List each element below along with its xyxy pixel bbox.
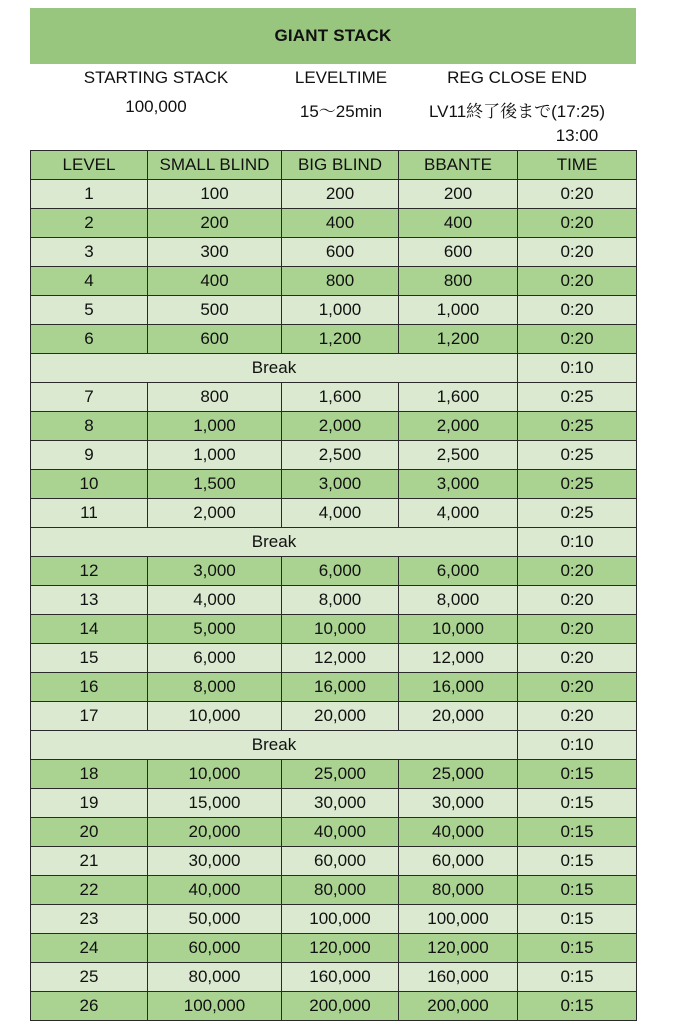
column-header-big-blind: BIG BLIND	[282, 151, 399, 180]
time-cell: 0:20	[518, 644, 637, 673]
table-row	[31, 847, 637, 876]
blind-structure-sheet	[30, 8, 636, 1021]
level-cell: 9	[31, 441, 148, 470]
time-cell: 0:25	[518, 441, 637, 470]
time-cell: 0:15	[518, 876, 637, 905]
table-row	[31, 760, 637, 789]
small-blind-cell: 3,000	[148, 557, 282, 586]
big-blind-cell: 40,000	[282, 818, 399, 847]
column-header-bbante: BBANTE	[399, 151, 518, 180]
tournament-title: GIANT STACK	[274, 26, 392, 45]
small-blind-cell: 20,000	[148, 818, 282, 847]
time-cell: 0:20	[518, 557, 637, 586]
small-blind-cell: 100	[148, 180, 282, 209]
level-cell: 23	[31, 905, 148, 934]
table-body	[31, 180, 637, 1021]
table-row	[31, 296, 637, 325]
bbante-cell: 4,000	[399, 499, 518, 528]
table-row	[31, 702, 637, 731]
small-blind-cell: 60,000	[148, 934, 282, 963]
break-time: 0:10	[518, 354, 637, 383]
big-blind-cell: 30,000	[282, 789, 399, 818]
table-row	[31, 586, 637, 615]
level-cell: 3	[31, 238, 148, 267]
big-blind-cell: 2,000	[282, 412, 399, 441]
small-blind-cell: 400	[148, 267, 282, 296]
column-header-level: LEVEL	[31, 151, 148, 180]
small-blind-cell: 800	[148, 383, 282, 412]
small-blind-cell: 8,000	[148, 673, 282, 702]
break-row	[31, 354, 637, 383]
reg-close-value: LV11終了後まで(17:25)	[428, 102, 606, 121]
table-row	[31, 615, 637, 644]
time-cell: 0:25	[518, 499, 637, 528]
time-cell: 0:20	[518, 180, 637, 209]
bbante-cell: 1,200	[399, 325, 518, 354]
table-row	[31, 383, 637, 412]
small-blind-cell: 1,000	[148, 441, 282, 470]
bbante-cell: 120,000	[399, 934, 518, 963]
level-cell: 17	[31, 702, 148, 731]
small-blind-cell: 100,000	[148, 992, 282, 1021]
bbante-cell: 80,000	[399, 876, 518, 905]
big-blind-cell: 20,000	[282, 702, 399, 731]
level-cell: 8	[31, 412, 148, 441]
small-blind-cell: 6,000	[148, 644, 282, 673]
blind-schedule-table	[30, 150, 637, 1021]
big-blind-cell: 1,600	[282, 383, 399, 412]
big-blind-cell: 6,000	[282, 557, 399, 586]
bbante-cell: 200	[399, 180, 518, 209]
big-blind-cell: 120,000	[282, 934, 399, 963]
small-blind-cell: 40,000	[148, 876, 282, 905]
small-blind-cell: 200	[148, 209, 282, 238]
level-cell: 18	[31, 760, 148, 789]
bbante-cell: 8,000	[399, 586, 518, 615]
level-cell: 20	[31, 818, 148, 847]
starting-stack-value: 100,000	[125, 97, 187, 116]
level-cell: 4	[31, 267, 148, 296]
time-cell: 0:20	[518, 267, 637, 296]
time-cell: 0:20	[518, 702, 637, 731]
big-blind-cell: 200	[282, 180, 399, 209]
table-row	[31, 238, 637, 267]
time-cell: 0:20	[518, 296, 637, 325]
time-cell: 0:20	[518, 209, 637, 238]
time-cell: 0:20	[518, 325, 637, 354]
time-cell: 0:20	[518, 673, 637, 702]
bbante-cell: 3,000	[399, 470, 518, 499]
time-cell: 0:15	[518, 760, 637, 789]
small-blind-cell: 50,000	[148, 905, 282, 934]
time-cell: 0:15	[518, 789, 637, 818]
time-cell: 0:20	[518, 586, 637, 615]
table-row	[31, 644, 637, 673]
level-cell: 15	[31, 644, 148, 673]
bbante-cell: 100,000	[399, 905, 518, 934]
time-cell: 0:15	[518, 992, 637, 1021]
leveltime-value: 15～25min	[299, 102, 383, 121]
table-row	[31, 992, 637, 1021]
bbante-cell: 600	[399, 238, 518, 267]
time-cell: 0:25	[518, 470, 637, 499]
table-row	[31, 789, 637, 818]
small-blind-cell: 4,000	[148, 586, 282, 615]
leveltime-label: LEVELTIME	[294, 68, 388, 87]
table-row	[31, 180, 637, 209]
big-blind-cell: 1,000	[282, 296, 399, 325]
small-blind-cell: 30,000	[148, 847, 282, 876]
big-blind-cell: 3,000	[282, 470, 399, 499]
bbante-cell: 60,000	[399, 847, 518, 876]
big-blind-cell: 1,200	[282, 325, 399, 354]
table-row	[31, 963, 637, 992]
level-cell: 7	[31, 383, 148, 412]
level-cell: 25	[31, 963, 148, 992]
level-cell: 1	[31, 180, 148, 209]
table-row	[31, 557, 637, 586]
level-cell: 10	[31, 470, 148, 499]
bbante-cell: 200,000	[399, 992, 518, 1021]
table-row	[31, 905, 637, 934]
time-cell: 0:15	[518, 905, 637, 934]
bbante-cell: 800	[399, 267, 518, 296]
time-cell: 0:15	[518, 847, 637, 876]
small-blind-cell: 5,000	[148, 615, 282, 644]
reg-close-label: REG CLOSE END	[447, 68, 587, 87]
level-cell: 12	[31, 557, 148, 586]
big-blind-cell: 800	[282, 267, 399, 296]
break-label: Break	[31, 354, 518, 383]
time-cell: 0:15	[518, 934, 637, 963]
big-blind-cell: 400	[282, 209, 399, 238]
break-row	[31, 731, 637, 760]
table-row	[31, 209, 637, 238]
time-cell: 0:20	[518, 615, 637, 644]
big-blind-cell: 100,000	[282, 905, 399, 934]
level-cell: 22	[31, 876, 148, 905]
table-row	[31, 470, 637, 499]
level-cell: 11	[31, 499, 148, 528]
small-blind-cell: 500	[148, 296, 282, 325]
table-row	[31, 325, 637, 354]
bbante-cell: 400	[399, 209, 518, 238]
big-blind-cell: 2,500	[282, 441, 399, 470]
level-cell: 2	[31, 209, 148, 238]
big-blind-cell: 200,000	[282, 992, 399, 1021]
big-blind-cell: 12,000	[282, 644, 399, 673]
small-blind-cell: 80,000	[148, 963, 282, 992]
big-blind-cell: 16,000	[282, 673, 399, 702]
bbante-cell: 30,000	[399, 789, 518, 818]
big-blind-cell: 600	[282, 238, 399, 267]
level-cell: 6	[31, 325, 148, 354]
bbante-cell: 2,000	[399, 412, 518, 441]
tournament-info	[30, 64, 636, 150]
level-cell: 19	[31, 789, 148, 818]
break-time: 0:10	[518, 731, 637, 760]
small-blind-cell: 10,000	[148, 760, 282, 789]
column-header-small-blind: SMALL BLIND	[148, 151, 282, 180]
bbante-cell: 25,000	[399, 760, 518, 789]
bbante-cell: 20,000	[399, 702, 518, 731]
small-blind-cell: 1,000	[148, 412, 282, 441]
level-cell: 21	[31, 847, 148, 876]
bbante-cell: 1,000	[399, 296, 518, 325]
big-blind-cell: 8,000	[282, 586, 399, 615]
small-blind-cell: 2,000	[148, 499, 282, 528]
big-blind-cell: 4,000	[282, 499, 399, 528]
level-cell: 26	[31, 992, 148, 1021]
start-time: 13:00	[555, 126, 599, 145]
time-cell: 0:20	[518, 238, 637, 267]
table-row	[31, 441, 637, 470]
bbante-cell: 160,000	[399, 963, 518, 992]
time-cell: 0:15	[518, 963, 637, 992]
small-blind-cell: 600	[148, 325, 282, 354]
big-blind-cell: 80,000	[282, 876, 399, 905]
level-cell: 13	[31, 586, 148, 615]
time-cell: 0:15	[518, 818, 637, 847]
table-row	[31, 412, 637, 441]
big-blind-cell: 160,000	[282, 963, 399, 992]
big-blind-cell: 25,000	[282, 760, 399, 789]
small-blind-cell: 300	[148, 238, 282, 267]
level-cell: 16	[31, 673, 148, 702]
bbante-cell: 1,600	[399, 383, 518, 412]
level-cell: 5	[31, 296, 148, 325]
bbante-cell: 16,000	[399, 673, 518, 702]
level-cell: 14	[31, 615, 148, 644]
break-label: Break	[31, 731, 518, 760]
time-cell: 0:25	[518, 383, 637, 412]
big-blind-cell: 60,000	[282, 847, 399, 876]
table-row	[31, 934, 637, 963]
table-row	[31, 267, 637, 296]
table-row	[31, 499, 637, 528]
small-blind-cell: 10,000	[148, 702, 282, 731]
table-row	[31, 673, 637, 702]
bbante-cell: 10,000	[399, 615, 518, 644]
break-row	[31, 528, 637, 557]
starting-stack-label: STARTING STACK	[83, 68, 229, 87]
bbante-cell: 6,000	[399, 557, 518, 586]
break-label: Break	[31, 528, 518, 557]
column-header-time: TIME	[518, 151, 637, 180]
tournament-title-bar	[30, 8, 636, 64]
table-row	[31, 876, 637, 905]
level-cell: 24	[31, 934, 148, 963]
bbante-cell: 12,000	[399, 644, 518, 673]
break-time: 0:10	[518, 528, 637, 557]
bbante-cell: 2,500	[399, 441, 518, 470]
big-blind-cell: 10,000	[282, 615, 399, 644]
time-cell: 0:25	[518, 412, 637, 441]
small-blind-cell: 15,000	[148, 789, 282, 818]
table-row	[31, 818, 637, 847]
table-header-row	[31, 151, 637, 180]
small-blind-cell: 1,500	[148, 470, 282, 499]
bbante-cell: 40,000	[399, 818, 518, 847]
